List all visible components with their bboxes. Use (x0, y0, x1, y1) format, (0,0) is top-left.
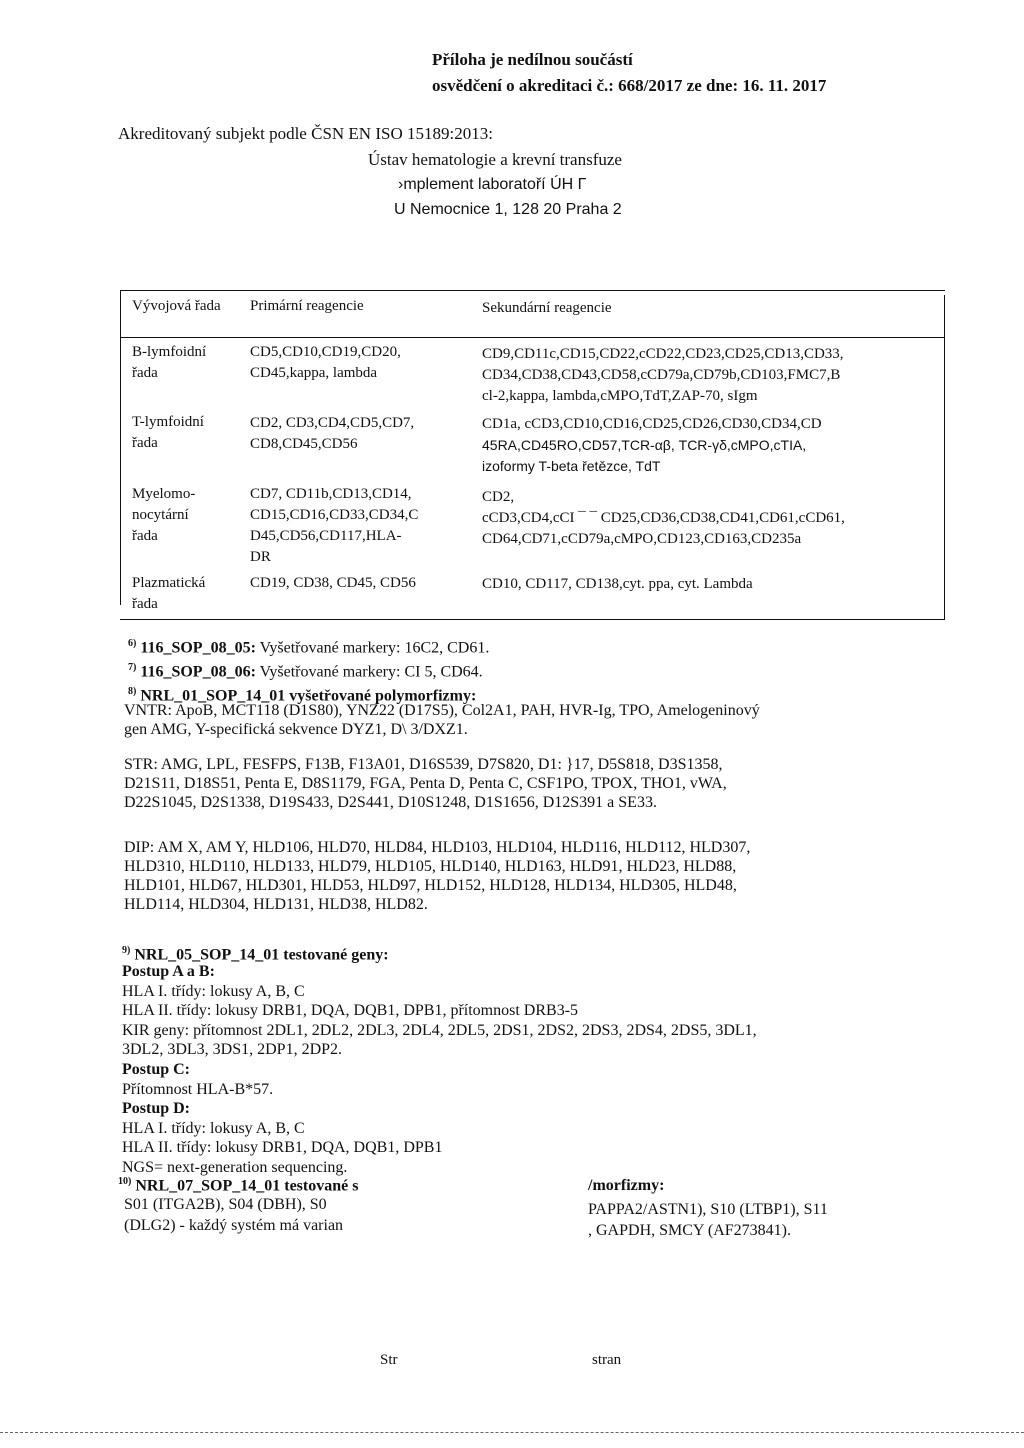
table-top-rule (120, 290, 945, 291)
footer-page-right: stran (592, 1352, 622, 1368)
table-right-rule (944, 295, 945, 620)
table-bottom-rule (120, 619, 945, 620)
note-8-dip: DIP: AM X, AM Y, HLD106, HLD70, HLD84, HLD103, HLD104, HLD116, HLD112, HLD307, HLD310, HLD110, HLD133, HLD79, HLD105, HLD140, HLD163, HLD91, HLD23, HLD88, HLD101, HLD67, HLD301, HLD53, HLD97, HLD152, HLD128, HLD134, HLD305, HLD48, HLD114, HLD304, HLD131, HLD38, HLD82. (124, 839, 751, 913)
row-series: T-lymfoidní řada (132, 414, 204, 451)
note-8-str: STR: AMG, LPL, FESFPS, F13B, F13A01, D16S539, D7S820, D1: }17, D5S818, D3S1358, D21S11, D18S51, Penta E, D8S1179, FGA, Penta D, Penta C, CSF1PO, TPOX, THO1, vWA, D22S1045, D2S1338, D19S433, D2S441, D10S1248, D1S1656, D12S391 a SE33. (124, 756, 727, 811)
note-7: $^{7)}$ 116_SOP_08_06: Vyšetřované markery: CI 5, CD64. (128, 662, 483, 681)
row-secondary: CD10, CD117, CD138,cyt. ppa, cyt. Lambda (482, 576, 753, 592)
row-secondary: CD2, cCD3,CD4,cCI ¯ ¯ CD25,CD36,CD38,CD41,CD61,cCD61, CD64,CD71,cCD79a,cMPO,CD123,CD163,CD235a (482, 489, 845, 547)
note-9-heading: $^{9)}$ NRL_05_SOP_14_01 testované geny: (122, 945, 389, 964)
institute-name: Ústav hematologie a krevní transfuze (368, 150, 622, 169)
row-secondary: CD1a, cCD3,CD10,CD16,CD25,CD26,CD30,CD34,CD 45RA,CD45RO,CD57,TCR-αβ, TCR-γδ,cMPO,cTIA, izoformy T-beta řetězce, TdT (482, 416, 822, 474)
note-10-left: S01 (ITGA2B), S04 (DBH), S0 (DLG2) - každý systém má varian (124, 1196, 344, 1234)
note-9-body: Postup A a B: HLA I. třídy: lokusy A, B, C HLA II. třídy: lokusy DRB1, DQA, DQB1, DPB1, přítomnost DRB3-5 KIR geny: přítomnost 2DL1, 2DL2, 2DL3, 2DL4, 2DL5, 2DS1, 2DS2, 2DS3, 2DS4, 2DS5, 3DL1, 3DL2, 3DL3, 3DS1, 2DP1, 2DP2. Postup C: Přítomnost HLA-B*57. Postup D: HLA I. třídy: lokusy A, B, C HLA II. třídy: lokusy DRB1, DQA, DQB1, DPB1 NGS= next-generation sequencing. (122, 963, 757, 1176)
header-line-1: Příloha je nedílnou součástí (432, 50, 633, 69)
bottom-dashed-rule (0, 1432, 1024, 1433)
institute-address: U Nemocnice 1, 128 20 Praha 2 (394, 201, 622, 218)
accredited-subject: Akreditovaný subjekt podle ČSN EN ISO 15189:2013: (118, 124, 493, 143)
note-8-vntr: VNTR: ApoB, MCT118 (D1S80), YNZ22 (D17S5), Col2A1, PAH, HVR-Ig, TPO, Amelogeninový gen AMG, Y-specifická sekvence DYZ1, D\ 3/DXZ1. (124, 702, 760, 738)
note-6: $^{6)}$ 116_SOP_08_05: Vyšetřované markery: 16C2, CD61. (128, 638, 490, 657)
footer-page-left: Str (380, 1352, 398, 1368)
col-header-series: Vývojová řada (132, 298, 221, 314)
row-series: Myelomo- nocytární řada (132, 486, 196, 544)
row-primary: CD7, CD11b,CD13,CD14, CD15,CD16,CD33,CD34,C D45,CD56,CD117,HLA- DR (250, 486, 419, 565)
note-10-heading-right: /morfizmy: (588, 1177, 665, 1194)
note-10-right: PAPPA2/ASTN1), S10 (LTBP1), S11 , GAPDH, SMCY (AF273841). (588, 1201, 828, 1239)
col-header-secondary: Sekundární reagencie (482, 300, 612, 316)
row-primary: CD19, CD38, CD45, CD56 (250, 575, 416, 591)
row-series: B-lymfoidní řada (132, 344, 207, 381)
col-header-primary: Primární reagencie (250, 298, 364, 314)
row-secondary: CD9,CD11c,CD15,CD22,cCD22,CD23,CD25,CD13,CD33, CD34,CD38,CD43,CD58,cCD79a,CD79b,CD103,FMC7,B cl-2,kappa, lambda,cMPO,TdT,ZAP-70, sIgm (482, 346, 844, 404)
complement-line: ›mplement laboratoří ÚH Γ (398, 176, 587, 193)
note-10-heading-left: $^{10)}$ NRL_07_SOP_14_01 testované s (118, 1176, 359, 1195)
row-primary: CD2, CD3,CD4,CD5,CD7, CD8,CD45,CD56 (250, 415, 415, 452)
table-header-rule (120, 337, 945, 338)
row-series: Plazmatická řada (132, 575, 206, 612)
row-primary: CD5,CD10,CD19,CD20, CD45,kappa, lambda (250, 344, 401, 381)
note-8-heading: $^{8)}$ NRL_01_SOP_14_01 vyšetřované polymorfizmy: (128, 686, 477, 705)
header-line-2: osvědčení o akreditaci č.: 668/2017 ze dne: 16. 11. 2017 (432, 76, 827, 95)
